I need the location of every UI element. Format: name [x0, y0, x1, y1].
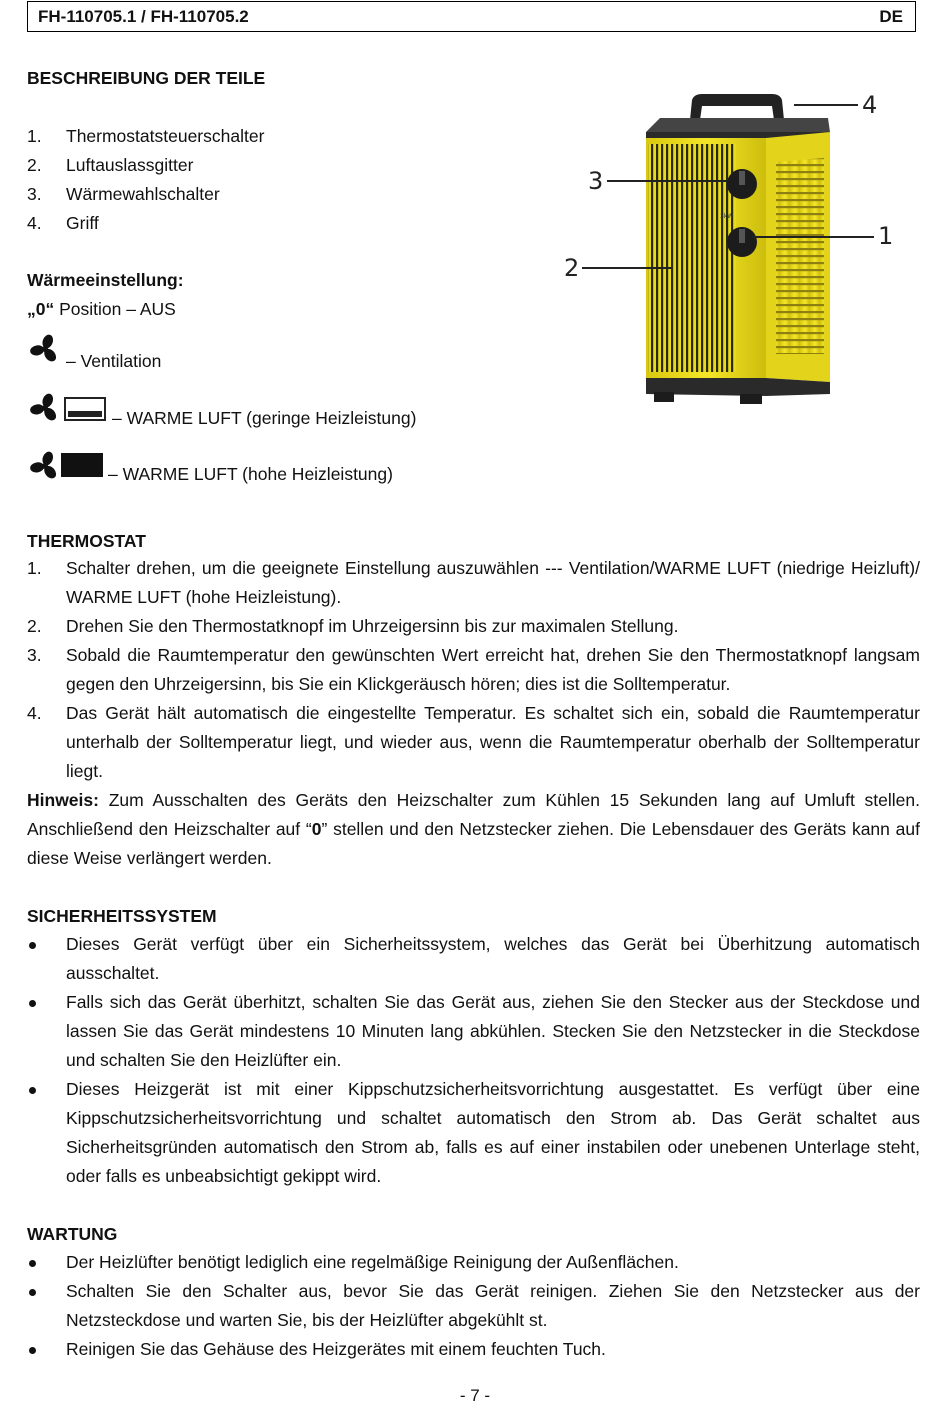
heat-off-position [27, 298, 176, 320]
parts-item-label: Griff [66, 213, 99, 233]
note-label: Hinweis: [27, 790, 99, 810]
parts-item-label: Luftauslassgitter [66, 155, 194, 175]
page-header [27, 1, 916, 32]
language-code: DE [879, 6, 903, 26]
bullet [29, 1000, 36, 1007]
callout-2: 2 [564, 254, 580, 282]
parts-item-label: Wärmewahlschalter [66, 184, 220, 204]
thermostat-item-text: Drehen Sie den Thermostatknopf im Uhrzeigersinn bis zur maximalen Stellung. [66, 616, 679, 636]
maintenance-item: Der Heizlüfter benötigt lediglich eine regelmäßige Reinigung der Außenflächen. [66, 1252, 679, 1272]
fan-icon [29, 451, 61, 481]
bullet [29, 1087, 36, 1094]
safety-item: Dieses Heizgerät ist mit einer Kippschutzsicherheitsvorrichtung ausgestattet. Es verfügt über eine Kippschutzsicherheitsvorrichtung und schaltet automatisch den Strom ab. Das Gerät schaltet aus Sicherheitsgründen automatisch den Strom ab, falls es auf einer instabilen oder unebenen Unterlage steht, oder falls es unbeabsichtigt gekippt wird. [66, 1079, 920, 1186]
high-heat-icon [61, 453, 103, 477]
bullet [29, 942, 36, 949]
parts-item-num: 2. [27, 155, 42, 175]
callout-line-4 [794, 104, 858, 106]
heater-illustration [620, 92, 840, 408]
thermostat-item-text: Das Gerät hält automatisch die eingestellte Temperatur. Es schaltet sich ein, sobald die Raumtemperatur unterhalb der Solltemperatur liegt, und wieder aus, wenn die Raumtemperatur oberhalb der Solltemperatur liegt. [66, 703, 920, 781]
parts-item-num: 4. [27, 213, 42, 233]
note-text-b: ” stellen und den Netzstecker ziehen. Die Lebensdauer des Geräts kann auf diese Weise verlängert werden. [27, 819, 920, 868]
fan-icon [29, 393, 61, 423]
parts-item-label: Thermostatsteuerschalter [66, 126, 265, 146]
bullet [29, 1347, 36, 1354]
note-text-a: Zum Ausschalten des Geräts den Heizschalter zum Kühlen 15 Sekunden lang auf Umluft stellen. Anschließend den Heizschalter auf “ [27, 790, 920, 839]
safety-item: Dieses Gerät verfügt über ein Sicherheitssystem, welches das Gerät bei Überhitzung automatisch ausschaltet. [66, 934, 920, 983]
model-number: FH-110705.1 / FH-110705.2 [38, 6, 249, 26]
heat-low-text: – WARME LUFT (geringe Heizleistung) [112, 408, 417, 428]
maintenance-item: Reinigen Sie das Gehäuse des Heizgerätes mit einem feuchten Tuch. [66, 1339, 606, 1359]
callout-4: 4 [862, 91, 878, 119]
callout-line-2 [582, 267, 672, 269]
bullet [29, 1289, 36, 1296]
callout-line-1 [752, 236, 874, 238]
heat-high-text: – WARME LUFT (hohe Heizleistung) [108, 464, 393, 484]
low-heat-icon [64, 397, 106, 421]
bullet [29, 1260, 36, 1267]
note-zero: 0 [311, 819, 322, 839]
safety-heading: SICHERHEITSSYSTEM [27, 906, 217, 926]
thermostat-item-text: Schalter drehen, um die geeignete Einstellung auszuwählen --- Ventilation/WARME LUFT (niedrige Heizluft)/ WARME LUFT (hohe Heizleistung). [66, 558, 920, 607]
maintenance-item: Schalten Sie den Schalter aus, bevor Sie das Gerät reinigen. Ziehen Sie den Netzstecker aus der Netzsteckdose und warten Sie, bis der Heizlüfter abgekühlt st. [66, 1281, 920, 1330]
safety-item: Falls sich das Gerät überhitzt, schalten Sie das Gerät aus, ziehen Sie den Stecker aus der Steckdose und lassen Sie das Gerät mindestens 10 Minuten lang abkühlen. Stecken Sie den Netzstecker in die Steckdose und schalten Sie den Heizlüfter ein. [66, 992, 920, 1070]
thermostat-item-text: Sobald die Raumtemperatur den gewünschten Wert erreicht hat, drehen Sie den Thermostatknopf langsam gegen den Uhrzeigersinn, bis Sie ein Klickgeräusch hören; dies ist die Solltemperatur. [66, 645, 920, 694]
zero-symbol: „0“ [27, 299, 55, 319]
callout-line-3 [607, 180, 727, 182]
callout-3: 3 [588, 167, 604, 195]
thermostat-item-num: 1. [27, 558, 42, 578]
thermostat-heading: THERMOSTAT [27, 531, 146, 551]
off-position-text: Position – AUS [54, 299, 176, 319]
thermostat-item-num: 2. [27, 616, 42, 636]
dial-power-label: 3kW [720, 213, 734, 220]
heat-heading: Wärmeeinstellung: [27, 270, 184, 290]
maintenance-heading: WARTUNG [27, 1224, 118, 1244]
fan-icon [29, 334, 61, 364]
thermostat-item-num: 3. [27, 645, 42, 665]
parts-item-num: 3. [27, 184, 42, 204]
callout-1: 1 [878, 222, 894, 250]
thermostat-note [27, 786, 920, 873]
parts-heading: BESCHREIBUNG DER TEILE [27, 68, 266, 88]
heat-vent-text: – Ventilation [66, 351, 162, 371]
parts-item-num: 1. [27, 126, 42, 146]
page-number: - 7 - [459, 1386, 491, 1405]
thermostat-item-num: 4. [27, 703, 42, 723]
